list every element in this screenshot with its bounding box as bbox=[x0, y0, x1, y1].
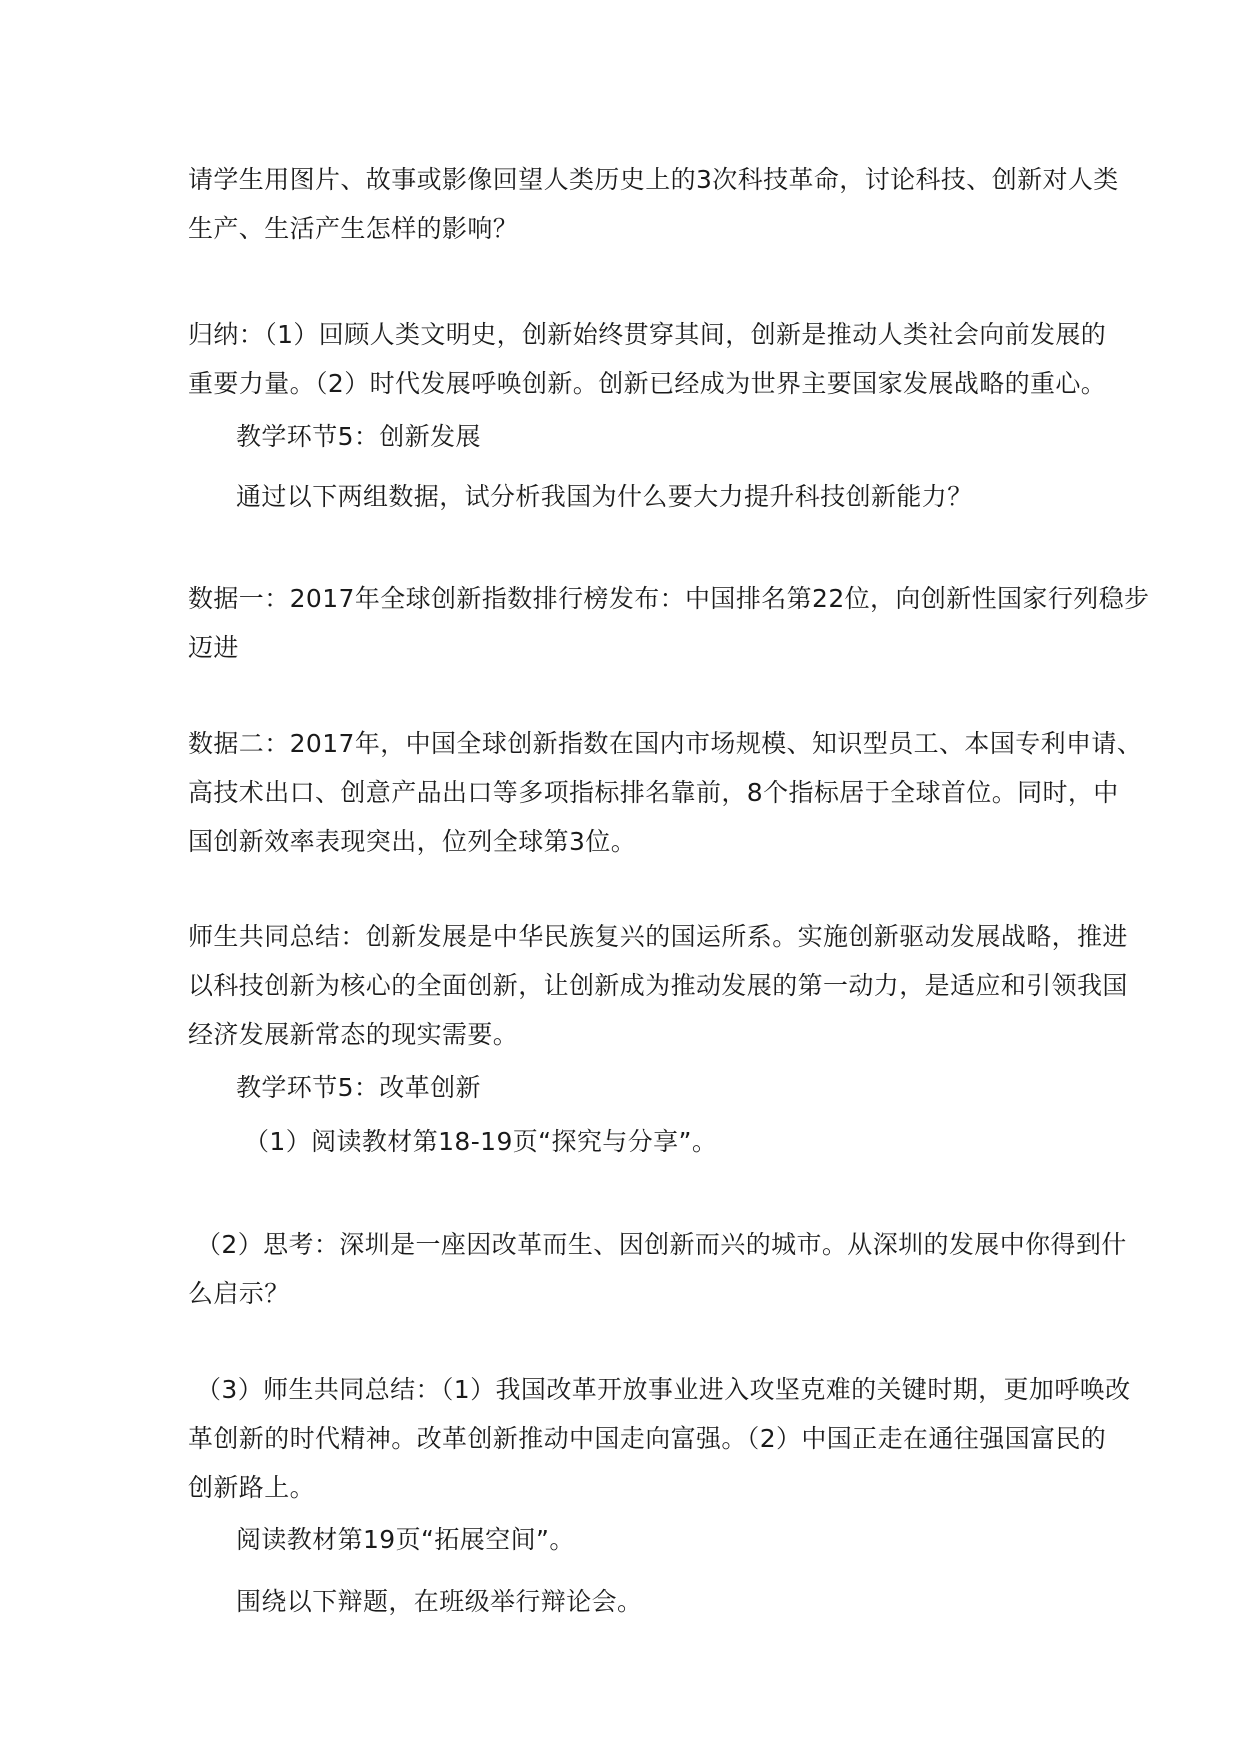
text-line: 数据二：2017年，中国全球创新指数在国内市场规模、知识型员工、本国专利申请、 bbox=[188, 729, 1143, 758]
text-line: （3）师生共同总结：（1）我国改革开放事业进入攻坚克难的关键时期，更加呼唤改 bbox=[196, 1375, 1131, 1404]
text-line: 请学生用图片、故事或影像回望人类历史上的3次科技革命，讨论科技、创新对人类 bbox=[188, 165, 1119, 194]
paragraph-debate bbox=[236, 1577, 1156, 1626]
heading-text: 教学环节5：改革创新 bbox=[236, 1073, 481, 1102]
text-line: 以科技创新为核心的全面创新，让创新成为推动发展的第一动力，是适应和引领我国 bbox=[188, 971, 1128, 1000]
text-line: 国创新效率表现突出，位列全球第3位。 bbox=[188, 827, 637, 856]
text-line: 经济发展新常态的现实需要。 bbox=[188, 1020, 519, 1049]
text-line: 生产、生活产生怎样的影响？ bbox=[188, 214, 519, 243]
paragraph-summary-1 bbox=[188, 310, 1108, 408]
paragraph-data-2 bbox=[188, 719, 1143, 866]
text-line: 创新路上。 bbox=[188, 1473, 316, 1502]
paragraph-step-3 bbox=[188, 1365, 1131, 1512]
heading-text: 教学环节5：创新发展 bbox=[236, 422, 481, 451]
paragraph-data-1 bbox=[188, 574, 1150, 672]
text-line: 高技术出口、创意产品出口等多项指标排名靠前，8个指标居于全球首位。同时，中 bbox=[188, 778, 1119, 807]
paragraph-step-2 bbox=[188, 1220, 1127, 1318]
text-line: 么启示？ bbox=[188, 1279, 290, 1308]
section-heading bbox=[236, 412, 1156, 461]
text-line: （2）思考：深圳是一座因改革而生、因创新而兴的城市。从深圳的发展中你得到什 bbox=[196, 1230, 1127, 1259]
text-line: 围绕以下辩题，在班级举行辩论会。 bbox=[236, 1587, 643, 1616]
text-line: 阅读教材第19页“拓展空间”。 bbox=[236, 1525, 575, 1554]
paragraph-question bbox=[236, 472, 1156, 521]
text-line: （1）阅读教材第18-19页“探究与分享”。 bbox=[244, 1127, 718, 1156]
text-line: 革创新的时代精神。改革创新推动中国走向富强。（2）中国正走在通往强国富民的 bbox=[188, 1424, 1107, 1453]
paragraph-summary-2 bbox=[188, 912, 1128, 1059]
paragraph-reading bbox=[236, 1515, 1156, 1564]
text-line: 重要力量。（2）时代发展呼唤创新。创新已经成为世界主要国家发展战略的重心。 bbox=[188, 369, 1107, 398]
section-heading bbox=[236, 1063, 1156, 1112]
text-line: 通过以下两组数据，试分析我国为什么要大力提升科技创新能力？ bbox=[236, 482, 973, 511]
paragraph-intro bbox=[188, 155, 1119, 253]
text-line: 归纳：（1）回顾人类文明史，创新始终贯穿其间，创新是推动人类社会向前发展的 bbox=[188, 320, 1107, 349]
text-line: 迈进 bbox=[188, 633, 239, 662]
text-line: 数据一：2017年全球创新指数排行榜发布：中国排名第22位，向创新性国家行列稳步 bbox=[188, 584, 1150, 613]
text-line: 师生共同总结：创新发展是中华民族复兴的国运所系。实施创新驱动发展战略，推进 bbox=[188, 922, 1128, 951]
paragraph-step-1 bbox=[244, 1117, 1164, 1166]
